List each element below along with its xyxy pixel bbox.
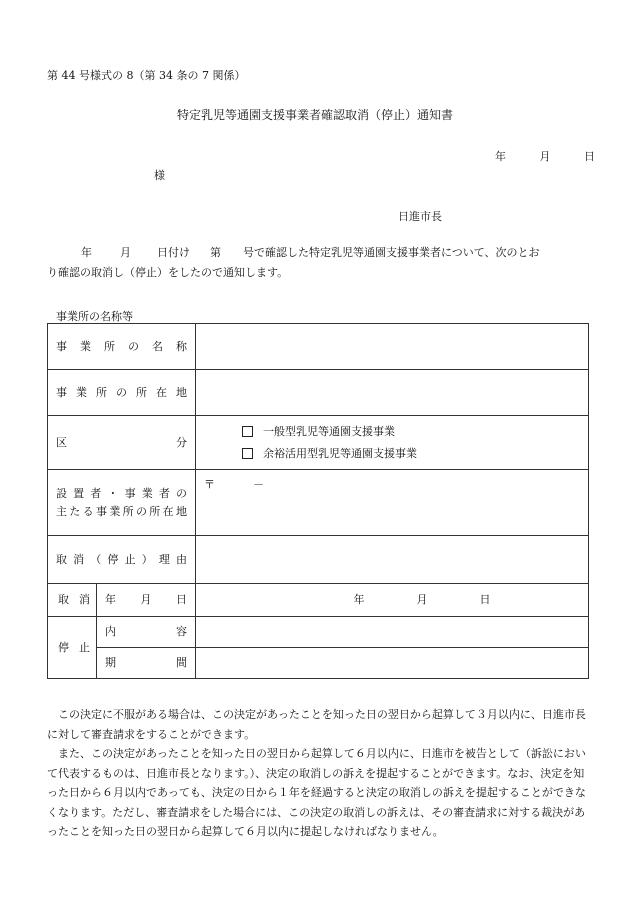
category-option-surplus[interactable]	[242, 443, 588, 465]
section-label: 事業所の名称等	[56, 310, 133, 323]
document-title: 特定乳児等通園支援事業者確認取消（停止）通知書	[176, 108, 453, 122]
suspend-period-label: 期 間	[97, 648, 196, 679]
form-number: 第 44 号様式の 8（第 34 条の 7 関係）	[47, 69, 246, 82]
date-month-label: 月	[539, 150, 551, 163]
intro-year: 年	[81, 246, 92, 259]
cancel-date-field[interactable]: 年 月 日	[196, 584, 589, 617]
category-option-general[interactable]	[242, 421, 588, 443]
category-options	[196, 416, 589, 470]
category-option-label: 余裕活用型乳児等通園支援事業	[263, 446, 417, 460]
row-facility-location	[48, 370, 589, 416]
addressee-suffix: 様	[154, 169, 165, 182]
facility-location-field[interactable]	[196, 370, 589, 416]
intro-paragraph	[47, 243, 592, 283]
date-year-label: 年	[495, 150, 506, 163]
intro-number-prefix: 第	[210, 246, 221, 259]
row-reason	[48, 536, 589, 584]
issuer: 日進市長	[398, 210, 442, 223]
row-cancel-date	[48, 584, 589, 617]
facility-table	[47, 323, 589, 679]
suspend-period-field[interactable]	[196, 648, 589, 679]
appeal-notice	[47, 705, 592, 842]
suspend-content-label: 内 容	[97, 617, 196, 648]
suspend-label: 停 止	[48, 617, 97, 679]
reason-label: 取 消 （ 停 止 ） 理 由	[48, 536, 196, 584]
row-suspend-content	[48, 617, 589, 648]
checkbox-surplus[interactable]	[242, 448, 253, 459]
notice-paragraph-2: また、この決定があったことを知った日の翌日から起算して６月以内に、日進市を被告として（訴訟において代表するものは、日進市長となります。）、決定の取消しの訴えを提起することができます。なお、決定を知った日から６月以内であっても、決定の日から１年を経過すると決定の取消しの訴えを提起することができなくなります。ただし、審査請求をした場合には、この決定の取消しの訴えは、その審査請求に対する裁決があったことを知った日の翌日から起算して６月以内に提起しなければなりません。	[47, 747, 586, 838]
row-suspend-period	[48, 648, 589, 679]
postal-mark: 〒	[204, 478, 215, 491]
postal-dash: －	[253, 478, 264, 491]
founder-location-field[interactable]	[196, 470, 589, 536]
founder-location-label: 設 置 者 ・ 事 業 者 の 主 た る 事 業 所 の 所 在 地	[48, 470, 196, 536]
reason-field[interactable]	[196, 536, 589, 584]
cancel-ymd-label: 年 月 日	[97, 584, 196, 617]
intro-line-1-text: 号で確認した特定乳児等通園支援事業者について、次のとお	[243, 246, 540, 259]
facility-location-label: 事 業 所 の 所 在 地	[48, 370, 196, 416]
checkbox-general[interactable]	[242, 426, 253, 437]
facility-name-label: 事 業 所 の 名 称	[48, 324, 196, 370]
intro-date-suffix: 日付け	[157, 246, 190, 259]
notice-paragraph-1: この決定に不服がある場合は、この決定があったことを知った日の翌日から起算して３月以内に、日進市長に対して審査請求をすることができます。	[47, 708, 586, 741]
intro-month: 月	[120, 246, 131, 259]
intro-line-2: り確認の取消し（停止）をしたので通知します。	[47, 266, 289, 279]
category-label: 区 分	[48, 416, 196, 470]
row-category	[48, 416, 589, 470]
suspend-content-field[interactable]	[196, 617, 589, 648]
row-founder-location	[48, 470, 589, 536]
row-facility-name	[48, 324, 589, 370]
issue-date	[495, 148, 595, 164]
category-option-label: 一般型乳児等通園支援事業	[263, 424, 395, 438]
cancel-label: 取 消	[48, 584, 97, 617]
intro-line-1	[47, 243, 592, 263]
facility-name-field[interactable]	[196, 324, 589, 370]
date-day-label: 日	[584, 150, 595, 163]
